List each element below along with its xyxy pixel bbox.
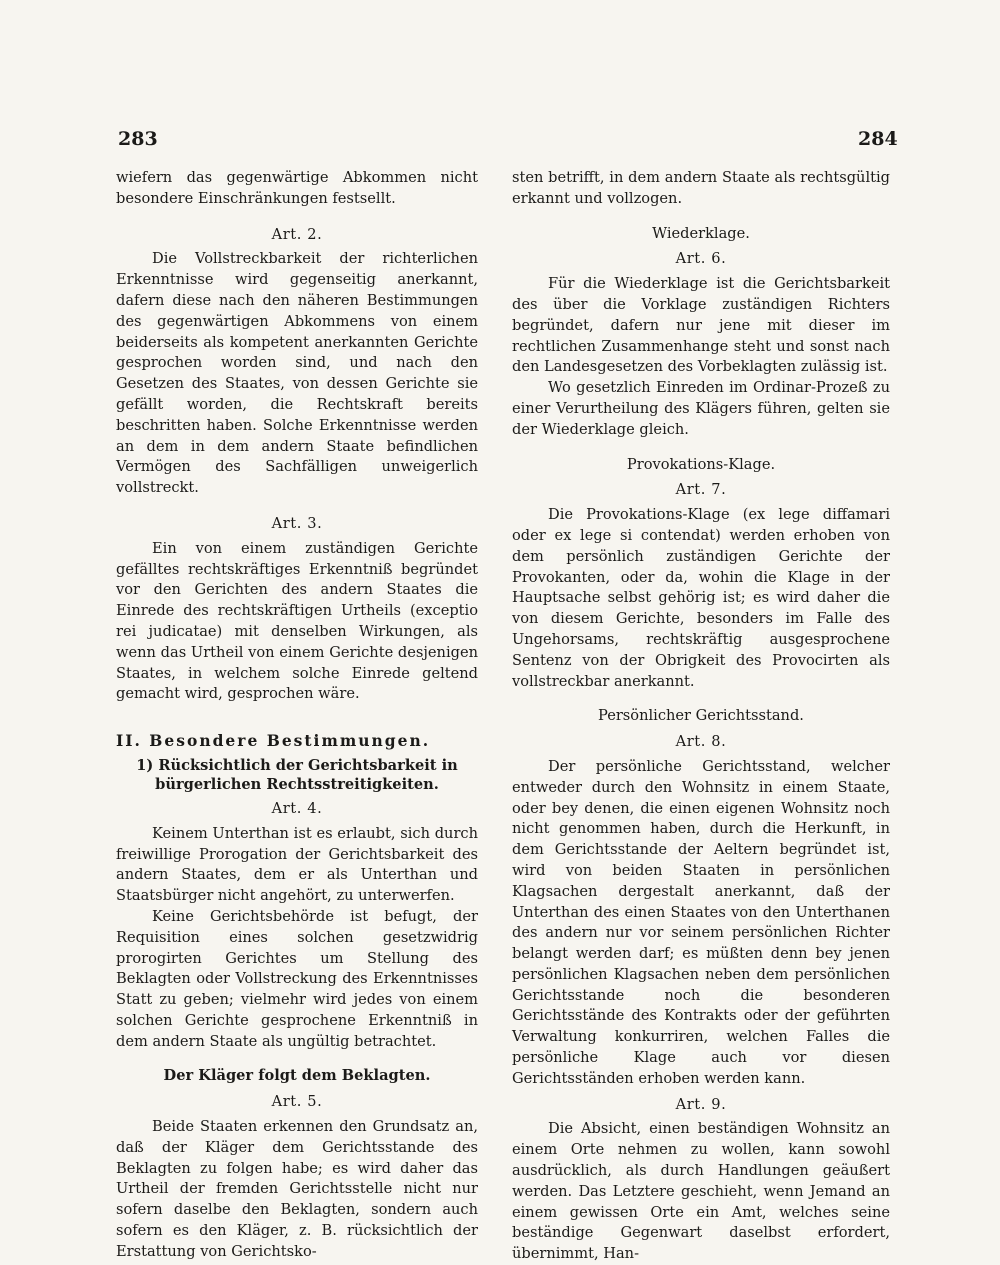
article-heading-2: Art. 2. [271, 225, 323, 243]
page-number-left: 283 [118, 128, 158, 150]
paragraph-continuation: sten betrifft, in dem andern Staate als rechtsgültig erkannt und vollzogen. [512, 169, 890, 207]
article-heading-3: Art. 3. [271, 514, 323, 532]
right-column [512, 168, 890, 1265]
paragraph-art-3: Ein von einem zuständigen Gerichte gefälltes rechtskräftiges Erkenntniß begründet vor den Gerichten des andern Staates die Einrede des rechtskräftigen Urtheils (exceptio rei judicatae) mit denselben Wirkungen, als wenn das Urtheil von einem Gerichte desjenigen Staates, in welchem solche Einrede geltend gemacht wird, gesprochen wäre. [116, 539, 478, 703]
rubric-heading: Der Kläger folgt dem Beklagten. [163, 1067, 431, 1085]
subsection-heading: 1) Rücksichtlich der Gerichtsbarkeit in bürgerlichen Rechtsstreitigkeiten. [136, 756, 458, 793]
paragraph-continuation: wiefern das gegenwärtige Abkommen nicht besondere Einschränkungen festsellt. [116, 169, 478, 207]
paragraph-art-6b: Wo gesetzlich Einreden im Ordinar-Prozeß zu einer Verurtheilung des Klägers führen, gelten sie der Wiederklage gleich. [512, 379, 890, 438]
rubric-heading-gerichtsstand: Persönlicher Gerichtsstand. [598, 707, 804, 725]
paragraph-art-6a: Für die Wiederklage ist die Gerichtsbarkeit des über die Vorklage zuständigen Richters begründet, dafern nur jene mit dieser im rechtlichen Zusammenhange steht und sonst nach den Landesgesetzen des Vorbeklagten zulässig ist. [512, 275, 890, 376]
paragraph-art-5: Beide Staaten erkennen den Grundsatz an, daß der Kläger dem Gerichtsstande des Beklagten zu folgen habe; es wird daher das Urtheil der fremden Gerichtsstelle nicht nur sofern daselbe den Beklagten, sondern auch sofern es den Kläger, z. B. rücksichtlich der Erstattung von Gerichtsko- [116, 1118, 478, 1260]
article-heading-8: Art. 8. [675, 733, 727, 751]
paragraph-art-7: Die Provokations-Klage (ex lege diffamari oder ex lege si contendat) werden erhoben von dem persönlich zuständigen Gerichte der Provokanten, oder da, wohin die Klage in der Hauptsache selbst gehörig ist; es wird daher die von diesem Gerichte, besonders im Falle des Ungehorsams, rechtskräftig ausgesprochene Sentenz von der Obrigkeit des Provocirten als vollstreckbar anerkannt. [512, 506, 890, 690]
article-heading-5: Art. 5. [271, 1093, 323, 1111]
article-heading-9: Art. 9. [675, 1095, 727, 1113]
paragraph-art-4b: Keine Gerichtsbehörde ist befugt, der Requisition eines solchen gesetzwidrig prorogirten Gerichtes um Stellung des Beklagten oder Vollstreckung des Erkenntnisses Statt zu geben; vielmehr wird jedes von einem solchen Gerichte gesprochene Erkenntniß in dem andern Staate als ungültig betrachtet. [116, 907, 478, 1050]
paragraph-art-4a: Keinem Unterthan ist es erlaubt, sich durch freiwillige Prorogation der Gerichtsbarkeit des andern Staates, dem er als Unterthan und Staatsbürger nicht angehört, zu unterwerfen. [116, 824, 478, 905]
left-column [116, 168, 478, 1263]
section-heading: II. Besondere Bestimmungen. [116, 731, 431, 751]
article-heading-4: Art. 4. [271, 799, 323, 817]
article-heading-7: Art. 7. [675, 481, 727, 499]
article-heading-6: Art. 6. [675, 250, 727, 268]
rubric-heading-provokation: Provokations-Klage. [626, 455, 776, 473]
paragraph-art-8: Der persönliche Gerichtsstand, welcher entweder durch den Wohnsitz in einem Staate, oder bey denen, die einen eigenen Wohnsitz noch nicht genommen haben, durch die Herkunft, in dem Gerichtsstande der Aeltern begründet ist, wird von beiden Staaten in persönlichen Klagsachen dergestalt anerkannt, daß der Unterthan des einen Staates von den Unterthanen des andern nur vor seinem persönlichen Richter belangt werden darf; es müßten denn bey jenen persönlichen Klagsachen neben dem persönlichen Gerichtsstande noch die besonderen Gerichtsstände des Kontrakts oder der geführten Verwaltung konkurriren, welchen Falles die persönliche Klage auch vor diesen Gerichtsständen erhoben werden kann. [512, 757, 890, 1087]
paragraph-art-9: Die Absicht, einen beständigen Wohnsitz an einem Orte nehmen zu wollen, kann sowohl ausdrücklich, als durch Handlungen geäußert werden. Das Letztere geschieht, wenn Jemand an einem gewissen Orte ein Amt, welches seine beständige Gegenwart daselbst erfordert, übernimmt, Han- [512, 1120, 890, 1263]
paragraph-art-2: Die Vollstreckbarkeit der richterlichen Erkenntnisse wird gegenseitig anerkannt, dafern diese nach den näheren Bestimmungen des gegenwärtigen Abkommens von einem beiderseits als kompetent anerkannten Gerichte gesprochen worden sind, und nach den Gesetzen des Staates, von dessen Gerichte sie gefällt worden, die Rechtskraft bereits beschritten haben. Solche Erkenntnisse werden an dem in dem andern Staate befindlichen Vermögen des Sachfälligen unweigerlich vollstreckt. [116, 250, 478, 497]
rubric-heading-wiederklage: Wiederklage. [652, 224, 750, 242]
page-number-right: 284 [858, 128, 898, 150]
